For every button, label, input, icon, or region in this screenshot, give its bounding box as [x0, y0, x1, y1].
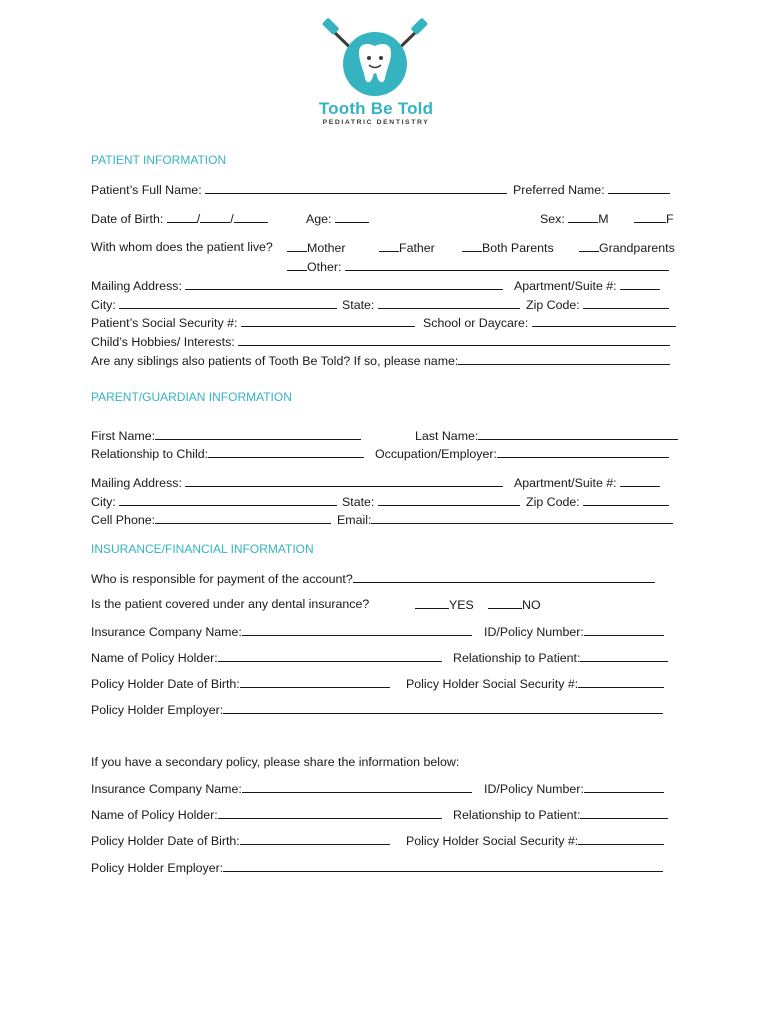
- mailing-address-label: Mailing Address:: [91, 279, 182, 293]
- mother-field[interactable]: [287, 240, 307, 252]
- grandparents-field[interactable]: [579, 240, 599, 252]
- guardian-mailing-address-label: Mailing Address:: [91, 476, 182, 490]
- secondary-holder-ssn-label: Policy Holder Social Security #:: [406, 834, 579, 848]
- covered-no-field[interactable]: [488, 597, 522, 609]
- city-field[interactable]: [119, 297, 337, 309]
- covered-yes-label: YES: [449, 598, 474, 612]
- policy-number-label: ID/Policy Number:: [484, 625, 584, 639]
- sex-m-field[interactable]: [568, 211, 598, 223]
- dob-year-field[interactable]: [234, 211, 268, 223]
- covered-label: Is the patient covered under any dental insurance?: [91, 597, 370, 611]
- guardian-city-field[interactable]: [119, 494, 337, 506]
- secondary-policy-number-label: ID/Policy Number:: [484, 782, 584, 796]
- patient-section-title: PATIENT INFORMATION: [91, 153, 227, 167]
- zip-label: Zip Code:: [526, 298, 580, 312]
- age-label: Age:: [306, 212, 332, 226]
- secondary-holder-employer-label: Policy Holder Employer:: [91, 861, 224, 875]
- sex-label: Sex:: [540, 212, 565, 226]
- guardian-city-label: City:: [91, 495, 116, 509]
- preferred-name-field[interactable]: [608, 182, 670, 194]
- other-label: Other:: [307, 260, 342, 274]
- cell-phone-field[interactable]: [155, 512, 331, 524]
- sex-f-label: F: [666, 212, 674, 226]
- guardian-mailing-address-field[interactable]: [185, 475, 503, 487]
- email-label: Email:: [337, 513, 372, 527]
- both-parents-field[interactable]: [462, 240, 482, 252]
- mother-label: Mother: [307, 241, 346, 255]
- ssn-field[interactable]: [241, 315, 415, 327]
- hobbies-field[interactable]: [238, 334, 670, 346]
- zip-field[interactable]: [583, 297, 669, 309]
- relationship-label: Relationship to Child:: [91, 447, 209, 461]
- dob-month-field[interactable]: [167, 211, 197, 223]
- father-label: Father: [399, 241, 435, 255]
- secondary-company-label: Insurance Company Name:: [91, 782, 242, 796]
- holder-employer-label: Policy Holder Employer:: [91, 703, 224, 717]
- secondary-policy-number-field[interactable]: [584, 781, 664, 793]
- lives-with-label: With whom does the patient live?: [91, 240, 273, 254]
- father-field[interactable]: [379, 240, 399, 252]
- preferred-name-label: Preferred Name:: [513, 183, 605, 197]
- email-field[interactable]: [371, 512, 673, 524]
- other-field[interactable]: [345, 259, 669, 271]
- secondary-company-field[interactable]: [242, 781, 472, 793]
- secondary-holder-dob-label: Policy Holder Date of Birth:: [91, 834, 240, 848]
- apartment-field[interactable]: [620, 278, 660, 290]
- age-field[interactable]: [335, 211, 369, 223]
- dob-label: Date of Birth:: [91, 212, 164, 226]
- holder-ssn-label: Policy Holder Social Security #:: [406, 677, 579, 691]
- full-name-field[interactable]: [205, 182, 507, 194]
- insurance-section-title: INSURANCE/FINANCIAL INFORMATION: [91, 542, 314, 556]
- holder-name-label: Name of Policy Holder:: [91, 651, 218, 665]
- dob-day-field[interactable]: [200, 211, 230, 223]
- holder-relationship-field[interactable]: [580, 650, 668, 662]
- holder-name-field[interactable]: [218, 650, 442, 662]
- grandparents-label: Grandparents: [599, 241, 675, 255]
- siblings-label: Are any siblings also patients of Tooth Be Told? If so, please name:: [91, 354, 459, 368]
- full-name-label: Patient’s Full Name:: [91, 183, 202, 197]
- state-field[interactable]: [378, 297, 520, 309]
- school-field[interactable]: [532, 315, 676, 327]
- guardian-zip-field[interactable]: [583, 494, 669, 506]
- secondary-holder-dob-field[interactable]: [240, 833, 390, 845]
- last-name-label: Last Name:: [415, 429, 479, 443]
- guardian-zip-label: Zip Code:: [526, 495, 580, 509]
- siblings-field[interactable]: [458, 353, 670, 365]
- both-parents-label: Both Parents: [482, 241, 554, 255]
- hobbies-label: Child’s Hobbies/ Interests:: [91, 335, 235, 349]
- first-name-label: First Name:: [91, 429, 156, 443]
- city-label: City:: [91, 298, 116, 312]
- holder-ssn-field[interactable]: [578, 676, 664, 688]
- covered-no-label: NO: [522, 598, 541, 612]
- secondary-holder-employer-field[interactable]: [223, 860, 663, 872]
- responsible-label: Who is responsible for payment of the account?: [91, 572, 353, 586]
- guardian-apartment-field[interactable]: [620, 475, 660, 487]
- occupation-field[interactable]: [497, 446, 669, 458]
- holder-dob-field[interactable]: [240, 676, 390, 688]
- brand-name: Tooth Be Told: [318, 99, 434, 118]
- brand-subtitle: PEDIATRIC DENTISTRY: [322, 119, 430, 126]
- secondary-holder-name-field[interactable]: [218, 807, 442, 819]
- sex-m-label: M: [598, 212, 609, 226]
- first-name-field[interactable]: [155, 428, 361, 440]
- secondary-intro: If you have a secondary policy, please share the information below:: [91, 755, 460, 769]
- secondary-relationship-label: Relationship to Patient:: [453, 808, 581, 822]
- apartment-label: Apartment/Suite #:: [514, 279, 617, 293]
- responsible-field[interactable]: [353, 571, 655, 583]
- mailing-address-field[interactable]: [185, 278, 503, 290]
- state-label: State:: [342, 298, 375, 312]
- guardian-apartment-label: Apartment/Suite #:: [514, 476, 617, 490]
- relationship-field[interactable]: [208, 446, 364, 458]
- last-name-field[interactable]: [478, 428, 678, 440]
- guardian-state-label: State:: [342, 495, 375, 509]
- ssn-label: Patient’s Social Security #:: [91, 316, 238, 330]
- sex-f-field[interactable]: [634, 211, 666, 223]
- company-label: Insurance Company Name:: [91, 625, 242, 639]
- covered-yes-field[interactable]: [415, 597, 449, 609]
- guardian-state-field[interactable]: [378, 494, 520, 506]
- company-field[interactable]: [242, 624, 472, 636]
- school-label: School or Daycare:: [423, 316, 529, 330]
- secondary-holder-ssn-field[interactable]: [578, 833, 664, 845]
- secondary-relationship-field[interactable]: [580, 807, 668, 819]
- occupation-label: Occupation/Employer:: [375, 447, 497, 461]
- guardian-section-title: PARENT/GUARDIAN INFORMATION: [91, 390, 292, 404]
- cell-phone-label: Cell Phone:: [91, 513, 156, 527]
- holder-employer-field[interactable]: [223, 702, 663, 714]
- holder-dob-label: Policy Holder Date of Birth:: [91, 677, 240, 691]
- policy-number-field[interactable]: [584, 624, 664, 636]
- other-check-field[interactable]: [287, 259, 307, 271]
- secondary-holder-name-label: Name of Policy Holder:: [91, 808, 218, 822]
- holder-relationship-label: Relationship to Patient:: [453, 651, 581, 665]
